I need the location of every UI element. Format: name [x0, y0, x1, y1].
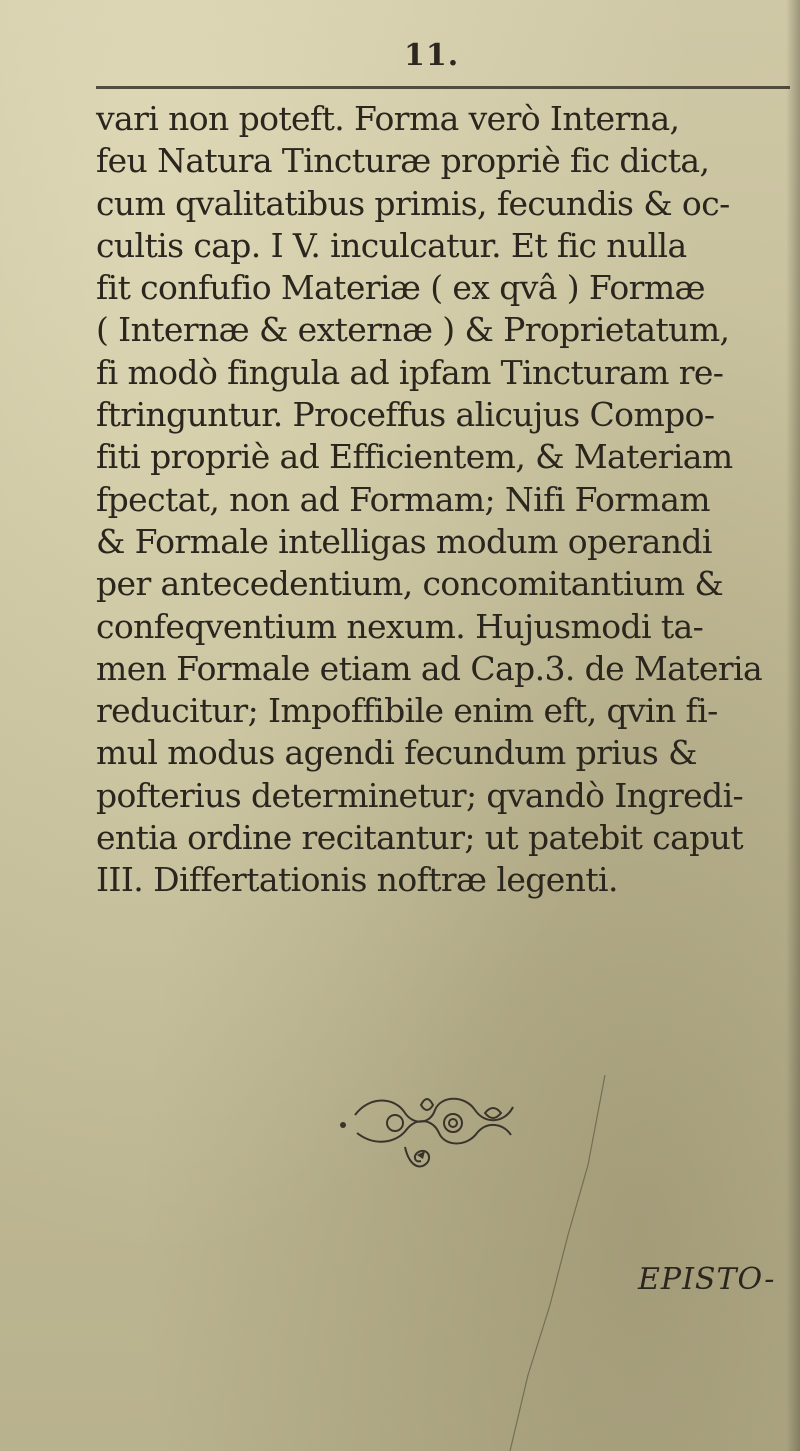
- text-line: per antecedentium, concomitantium &: [96, 564, 724, 604]
- text-line: cum qvalitatibus primis, fecundis & oc-: [96, 183, 730, 223]
- text-line: vari non poteft. Forma verò Interna,: [96, 99, 680, 138]
- text-line: pofterius determinetur; qvandò Ingredi-: [96, 775, 744, 815]
- text-line: fi modò fingula ad ipfam Tincturam re-: [96, 352, 724, 392]
- text-line: ( Internæ & externæ ) & Proprietatum,: [96, 310, 730, 350]
- text-line: confeqventium nexum. Hujusmodi ta-: [96, 606, 704, 646]
- paper-crease: [470, 1075, 620, 1451]
- text-line: reducitur; Impoffibile enim eft, qvin fi-: [96, 691, 718, 731]
- text-line: ftringuntur. Proceffus alicujus Compo-: [96, 395, 715, 435]
- header-rule: [96, 86, 790, 89]
- text-line: men Formale etiam ad Cap.3. de Materia: [96, 648, 763, 688]
- text-line: fit confufio Materiæ ( ex qvâ ) Formæ: [96, 268, 705, 308]
- text-line: III. Differtationis noftræ legenti.: [96, 860, 618, 900]
- text-line: fpectat, non ad Formam; Nifi Formam: [96, 479, 710, 519]
- text-line: entia ordine recitantur; ut patebit caput: [96, 818, 744, 858]
- catchword: EPISTO-: [638, 1262, 776, 1297]
- text-line: feu Natura Tincturæ propriè fic dicta,: [96, 141, 710, 181]
- text-line: & Formale intelligas modum operandi: [96, 521, 712, 561]
- text-line: fiti propriè ad Efficientem, & Materiam: [96, 437, 733, 477]
- body-text: [96, 98, 796, 902]
- page-number: 11.: [404, 38, 460, 73]
- text-line: mul modus agendi fecundum prius &: [96, 733, 697, 773]
- text-line: cultis cap. I V. inculcatur. Et fic nulla: [96, 225, 687, 265]
